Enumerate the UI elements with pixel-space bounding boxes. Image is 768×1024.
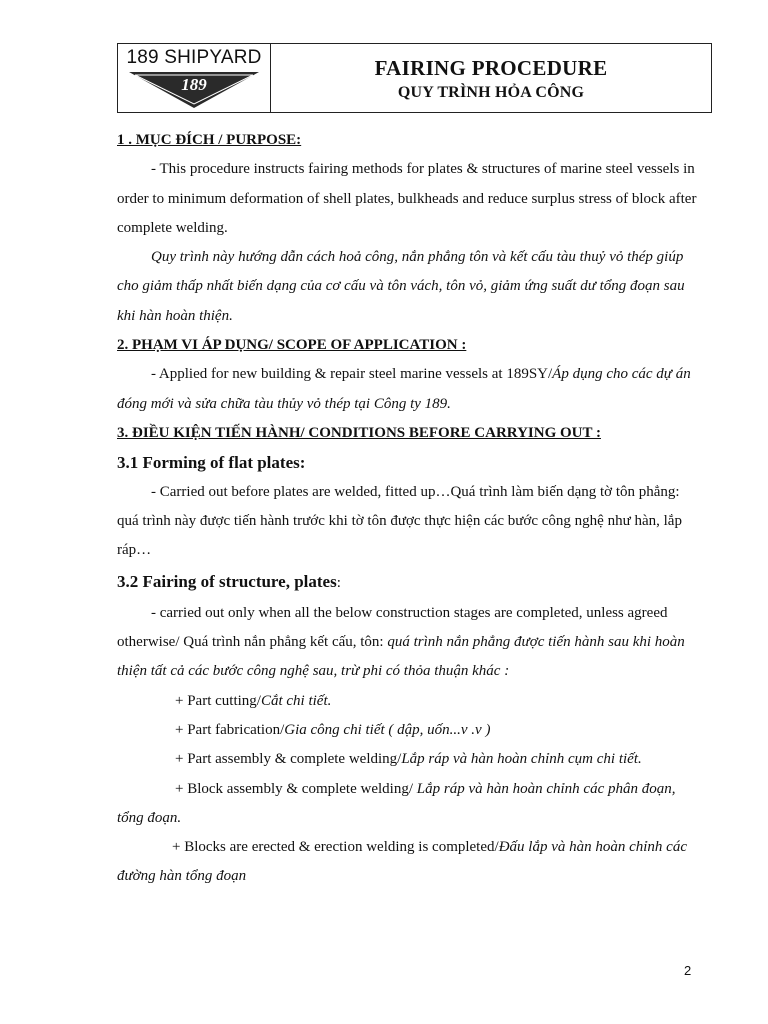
list-item: [117, 716, 702, 745]
list-item: [117, 833, 702, 892]
list-item-english: + Part fabrication/: [175, 721, 285, 738]
section-3-heading: 3. ĐIỀU KIỆN TIẾN HÀNH/ CONDITIONS BEFORE CARRYING OUT :: [117, 424, 601, 441]
subsection-3-2-text: [117, 599, 702, 687]
list-item-vietnamese: Gia công chi tiết ( dập, uốn...v .v ): [284, 721, 491, 738]
shipyard-emblem-icon: [127, 70, 261, 110]
document-header: [117, 43, 712, 113]
list-item-vietnamese: Cắt chi tiết.: [260, 692, 332, 709]
company-logo: [118, 44, 271, 112]
list-item-vietnamese: Lắp ráp và hàn hoàn chỉnh cụm chi tiết.: [401, 751, 642, 768]
subsection-3-2-title-suffix: :: [336, 575, 341, 592]
list-item: [117, 687, 702, 716]
title-block: [271, 44, 711, 112]
document-title: FAIRING PROCEDURE: [374, 56, 608, 80]
logo-number: 189: [181, 75, 207, 94]
list-item-english: + Part cutting/: [175, 692, 261, 709]
subsection-3-2-vietnamese-text: quá trình nắn phẳng được tiến hành sau khi hoàn thiện tất cả các bước công nghệ sau, trừ phi có thỏa thuận khác :: [117, 634, 685, 680]
list-item-vietnamese: Lắp ráp và hàn hoàn chỉnh các phân đoạn, tổng đoạn.: [117, 780, 676, 826]
document-subtitle: QUY TRÌNH HỎA CÔNG: [397, 84, 585, 101]
subsection-3-1-title: 3.1 Forming of flat plates:: [117, 453, 306, 473]
page-number: 2: [684, 963, 692, 978]
section-1-heading: 1 . MỤC ĐÍCH / PURPOSE:: [117, 132, 302, 148]
subsection-3-2-title: [117, 567, 702, 598]
subsection-3-1-text: - Carried out before plates are welded, fitted up…Quá trình làm biến dạng tờ tôn phẳng: quá trình này được tiến hành trước khi tờ tôn được thực hiện các bước công nghệ như hàn, lắp ráp…: [117, 483, 682, 559]
section-1-english-text: - This procedure instructs fairing methods for plates & structures of marine steel vessels in order to minimum deformation of shell plates, bulkheads and reduce surplus stress of block after complete welding.: [117, 161, 697, 236]
list-item-english: + Block assembly & complete welding/: [175, 780, 417, 797]
subsection-3-2-title-text: 3.2 Fairing of structure, plates: [117, 572, 337, 592]
section-2-heading: 2. PHẠM VI ÁP DỤNG/ SCOPE OF APPLICATION :: [117, 337, 467, 354]
section-2-text: [117, 360, 702, 419]
section-2-vietnamese-text: Áp dụng cho các dự án đóng mới và sửa chữa tàu thủy vỏ thép tại Công ty 189.: [117, 366, 691, 412]
list-item-english: + Blocks are erected & erection welding is completed/: [172, 839, 499, 856]
logo-text: 189 SHIPYARD: [126, 47, 262, 68]
list-item-english: + Part assembly & complete welding/: [175, 751, 402, 768]
list-item: [117, 775, 702, 834]
section-2-english-text: - Applied for new building & repair steel marine vessels at 189SY/: [151, 366, 553, 383]
subsection-3-2-english-text: - carried out only when all the below construction stages are completed, unless agreed otherwise/ Quá trình nắn phẳng kết cấu, tôn:: [117, 604, 668, 651]
list-item: [117, 745, 702, 774]
section-1-vietnamese-text: Quy trình này hướng dẫn cách hoả công, nắn phẳng tôn và kết cấu tàu thuỷ vỏ thép giúp cho giảm thấp nhất biến dạng của cơ cấu và tôn vách, tôn vỏ, giảm ứng suất dư tổng đoạn sau khi hàn hoàn thiện.: [117, 249, 685, 324]
document-body: [117, 126, 702, 892]
list-item-vietnamese: Đấu lắp và hàn hoàn chỉnh các đường hàn tổng đoạn: [117, 839, 687, 885]
